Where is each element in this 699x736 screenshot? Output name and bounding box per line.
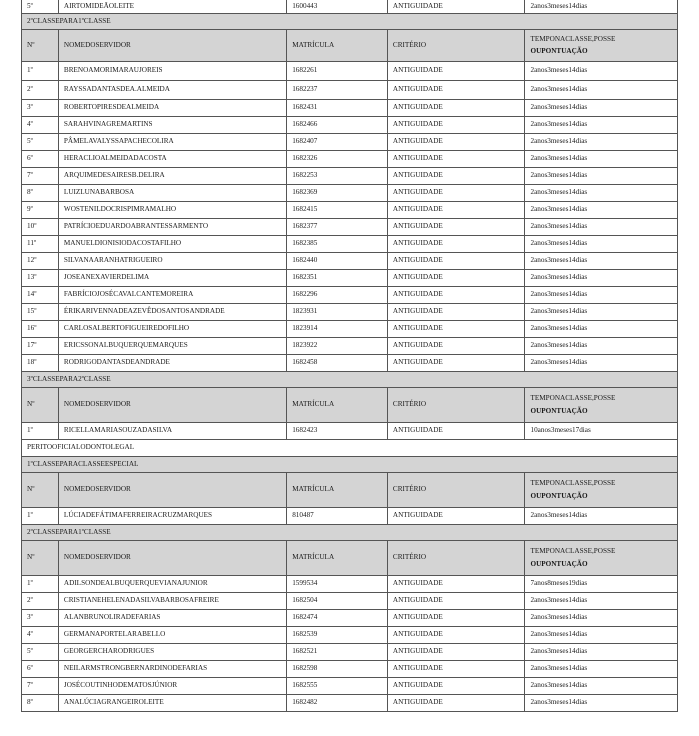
section-heading: PERITOOFICIALODONTOLEGAL xyxy=(21,440,678,457)
cell-criterio: ANTIGUIDADE xyxy=(388,219,526,235)
cell-criterio: ANTIGUIDADE xyxy=(388,168,526,184)
header-n: Nº xyxy=(22,388,59,422)
header-matricula: MATRÍCULA xyxy=(287,541,388,575)
cell-matricula: 1682351 xyxy=(287,270,388,286)
table-row xyxy=(21,661,678,678)
cell-criterio: ANTIGUIDADE xyxy=(388,610,526,626)
cell-nome: PATRÍCIOEDUARDOABRANTESSARMENTO xyxy=(59,219,287,235)
cell-tempo: 10anos3meses17dias xyxy=(530,426,591,435)
table-row xyxy=(21,270,678,287)
cell-nome: AIRTOMIDEÃOLEITE xyxy=(59,0,287,13)
table-row xyxy=(21,62,678,81)
table-row xyxy=(21,287,678,304)
cell-n: 4º xyxy=(22,627,59,643)
cell-tempo: 2anos3meses14dias xyxy=(530,154,588,163)
table-header-row xyxy=(21,541,678,576)
header-tempo-line2: OUPONTUAÇÃO xyxy=(530,491,588,500)
cell-n: 2º xyxy=(22,593,59,609)
table-row xyxy=(21,219,678,236)
cell-n: 7º xyxy=(22,168,59,184)
cell-n: 4º xyxy=(22,117,59,133)
cell-n: 1º xyxy=(22,62,59,80)
cell-tempo: 2anos3meses14dias xyxy=(530,681,588,690)
header-matricula: MATRÍCULA xyxy=(287,30,388,61)
cell-tempo: 2anos3meses14dias xyxy=(530,511,588,520)
header-tempo-line1: TEMPONACLASSE,POSSE xyxy=(530,547,616,556)
cell-nome: PÂMELAVALYSSAPACHECOLIRA xyxy=(59,134,287,150)
table-header-row xyxy=(21,30,678,62)
cell-nome: JOSÉCOUTINHODEMATOSJÚNIOR xyxy=(59,678,287,694)
cell-nome: NEILARMSTRONGBERNARDINODEFARIAS xyxy=(59,661,287,677)
cell-criterio: ANTIGUIDADE xyxy=(388,321,526,337)
cell-nome: SILVANAARANHATRIGUEIRO xyxy=(59,253,287,269)
table-row xyxy=(21,610,678,627)
cell-matricula: 1682407 xyxy=(287,134,388,150)
cell-nome: CRISTIANEHELENADASILVABARBOSAFREIRE xyxy=(59,593,287,609)
header-tempo xyxy=(525,541,677,575)
cell-tempo: 2anos3meses14dias xyxy=(530,596,588,605)
cell-tempo: 2anos3meses14dias xyxy=(530,85,588,94)
table-row xyxy=(21,338,678,355)
cell-tempo: 2anos3meses14dias xyxy=(530,273,588,282)
cell-matricula: 1682326 xyxy=(287,151,388,167)
section-heading: 1ºCLASSEPARACLASSEESPECIAL xyxy=(21,457,678,473)
cell-n: 9º xyxy=(22,202,59,218)
cell-n: 15º xyxy=(22,304,59,320)
cell-nome: WOSTENILDOCRISPIMRAMALHO xyxy=(59,202,287,218)
header-tempo-line1: TEMPONACLASSE,POSSE xyxy=(530,479,616,488)
cell-matricula: 1682482 xyxy=(287,695,388,711)
cell-n: 10º xyxy=(22,219,59,235)
cell-matricula: 1682423 xyxy=(287,423,388,439)
cell-matricula: 1682253 xyxy=(287,168,388,184)
header-n: Nº xyxy=(22,541,59,575)
cell-n: 5º xyxy=(22,644,59,660)
cell-n: 12º xyxy=(22,253,59,269)
header-n: Nº xyxy=(22,30,59,61)
cell-nome: CARLOSALBERTOFIGUEIREDOFILHO xyxy=(59,321,287,337)
cell-matricula: 1682296 xyxy=(287,287,388,303)
cell-n: 3º xyxy=(22,100,59,116)
cell-matricula: 1823922 xyxy=(287,338,388,354)
table-row xyxy=(21,134,678,151)
cell-criterio: ANTIGUIDADE xyxy=(388,644,526,660)
cell-n: 14º xyxy=(22,287,59,303)
cell-tempo: 2anos3meses14dias xyxy=(530,222,588,231)
cell-matricula: 1599534 xyxy=(287,576,388,592)
cell-tempo: 2anos3meses14dias xyxy=(530,647,588,656)
cell-n: 8º xyxy=(22,695,59,711)
cell-tempo: 2anos3meses14dias xyxy=(530,256,588,265)
cell-nome: ÉRIKARIVENNADEAZEVÊDOSANTOSANDRADE xyxy=(59,304,287,320)
cell-criterio: ANTIGUIDADE xyxy=(388,100,526,116)
cell-criterio: ANTIGUIDADE xyxy=(388,0,526,13)
cell-nome: ALANBRUNOLIRADEFARIAS xyxy=(59,610,287,626)
cell-matricula: 810487 xyxy=(287,508,388,524)
cell-tempo: 2anos3meses14dias xyxy=(530,66,588,75)
cell-n: 8º xyxy=(22,185,59,201)
cell-tempo: 2anos3meses14dias xyxy=(530,664,588,673)
cell-tempo: 2anos3meses14dias xyxy=(530,358,588,367)
header-criterio: CRITÉRIO xyxy=(388,388,526,422)
cell-tempo: 2anos3meses14dias xyxy=(530,1,588,10)
cell-n: 5º xyxy=(22,0,59,13)
cell-nome: ROBERTOPIRESDEALMEIDA xyxy=(59,100,287,116)
cell-matricula: 1682431 xyxy=(287,100,388,116)
cell-tempo: 2anos3meses14dias xyxy=(530,205,588,214)
header-tempo-line2: OUPONTUAÇÃO xyxy=(530,47,588,55)
cell-criterio: ANTIGUIDADE xyxy=(388,304,526,320)
cell-tempo: 2anos3meses14dias xyxy=(530,613,588,622)
cell-nome: ERICSSONALBUQUERQUEMARQUES xyxy=(59,338,287,354)
cell-matricula: 1682369 xyxy=(287,185,388,201)
cell-criterio: ANTIGUIDADE xyxy=(388,593,526,609)
cell-criterio: ANTIGUIDADE xyxy=(388,338,526,354)
cell-matricula: 1600443 xyxy=(287,0,388,13)
cell-tempo: 2anos3meses14dias xyxy=(530,171,588,180)
cell-nome: BRENOAMORIMARAUJOREIS xyxy=(59,62,287,80)
cell-tempo: 2anos3meses14dias xyxy=(530,307,588,316)
cell-criterio: ANTIGUIDADE xyxy=(388,423,526,439)
cell-n: 7º xyxy=(22,678,59,694)
cell-nome: ANALÚCIAGRANGEIROLEITE xyxy=(59,695,287,711)
header-tempo-line2: OUPONTUAÇÃO xyxy=(530,559,588,568)
cell-criterio: ANTIGUIDADE xyxy=(388,185,526,201)
cell-n: 1º xyxy=(22,576,59,592)
table-row xyxy=(21,593,678,610)
cell-criterio: ANTIGUIDADE xyxy=(388,236,526,252)
cell-criterio: ANTIGUIDADE xyxy=(388,627,526,643)
cell-nome: RODRIGODANTASDEANDRADE xyxy=(59,355,287,371)
cell-matricula: 1682474 xyxy=(287,610,388,626)
table-row xyxy=(21,236,678,253)
cell-criterio: ANTIGUIDADE xyxy=(388,134,526,150)
cell-matricula: 1682440 xyxy=(287,253,388,269)
section-heading: 3ºCLASSEPARA2ºCLASSE xyxy=(21,372,678,388)
table-row xyxy=(21,423,678,440)
cell-tempo: 7anos8meses19dias xyxy=(530,579,588,588)
cell-n: 3º xyxy=(22,610,59,626)
cell-matricula: 1682598 xyxy=(287,661,388,677)
cell-matricula: 1682377 xyxy=(287,219,388,235)
header-criterio: CRITÉRIO xyxy=(388,473,526,507)
cell-n: 13º xyxy=(22,270,59,286)
table-row xyxy=(21,627,678,644)
table-row xyxy=(21,695,678,712)
cell-matricula: 1682555 xyxy=(287,678,388,694)
header-criterio: CRITÉRIO xyxy=(388,541,526,575)
cell-n: 1º xyxy=(22,423,59,439)
cell-n: 1º xyxy=(22,508,59,524)
table-row xyxy=(21,508,678,525)
cell-matricula: 1682458 xyxy=(287,355,388,371)
header-tempo-line1: TEMPONACLASSE,POSSE xyxy=(530,394,616,403)
cell-nome: RAYSSADANTASDEA.ALMEIDA xyxy=(59,81,287,99)
cell-n: 18º xyxy=(22,355,59,371)
header-nome: NOMEDOSERVIDOR xyxy=(59,388,287,422)
cell-criterio: ANTIGUIDADE xyxy=(388,202,526,218)
cell-criterio: ANTIGUIDADE xyxy=(388,287,526,303)
cell-tempo: 2anos3meses14dias xyxy=(530,698,588,707)
table-row xyxy=(21,0,678,14)
cell-n: 17º xyxy=(22,338,59,354)
table-row xyxy=(21,576,678,593)
table-header-row xyxy=(21,388,678,423)
cell-nome: MANUELDIONISIODACOSTAFILHO xyxy=(59,236,287,252)
cell-criterio: ANTIGUIDADE xyxy=(388,151,526,167)
cell-matricula: 1682504 xyxy=(287,593,388,609)
cell-matricula: 1682466 xyxy=(287,117,388,133)
cell-nome: GERMANAPORTELARABELLO xyxy=(59,627,287,643)
header-nome: NOMEDOSERVIDOR xyxy=(59,30,287,61)
cell-matricula: 1682261 xyxy=(287,62,388,80)
cell-criterio: ANTIGUIDADE xyxy=(388,678,526,694)
cell-nome: JOSEANEXAVIERDELIMA xyxy=(59,270,287,286)
cell-n: 5º xyxy=(22,134,59,150)
table-header-row xyxy=(21,473,678,508)
cell-n: 16º xyxy=(22,321,59,337)
cell-criterio: ANTIGUIDADE xyxy=(388,576,526,592)
header-matricula: MATRÍCULA xyxy=(287,473,388,507)
cell-matricula: 1682385 xyxy=(287,236,388,252)
cell-tempo: 2anos3meses14dias xyxy=(530,239,588,248)
cell-nome: HERACLIOALMEIDADACOSTA xyxy=(59,151,287,167)
header-nome: NOMEDOSERVIDOR xyxy=(59,473,287,507)
table-row xyxy=(21,678,678,695)
cell-nome: SARAHVINAGREMARTINS xyxy=(59,117,287,133)
cell-nome: LÚCIADEFÁTIMAFERREIRACRUZMARQUES xyxy=(59,508,287,524)
cell-tempo: 2anos3meses14dias xyxy=(530,341,588,350)
cell-matricula: 1823931 xyxy=(287,304,388,320)
table-row xyxy=(21,321,678,338)
cell-matricula: 1682237 xyxy=(287,81,388,99)
cell-tempo: 2anos3meses14dias xyxy=(530,137,588,146)
header-matricula: MATRÍCULA xyxy=(287,388,388,422)
cell-nome: GEORGERCHARODRIGUES xyxy=(59,644,287,660)
header-tempo xyxy=(525,473,677,507)
header-criterio: CRITÉRIO xyxy=(388,30,526,61)
cell-matricula: 1823914 xyxy=(287,321,388,337)
header-tempo xyxy=(525,30,677,61)
header-tempo-line1: TEMPONACLASSE,POSSE xyxy=(530,34,616,43)
cell-n: 2º xyxy=(22,81,59,99)
cell-tempo: 2anos3meses14dias xyxy=(530,630,588,639)
cell-criterio: ANTIGUIDADE xyxy=(388,508,526,524)
section-heading: 2ºCLASSEPARA1ºCLASSE xyxy=(21,525,678,541)
table-row xyxy=(21,81,678,100)
table-row xyxy=(21,168,678,185)
table-row xyxy=(21,355,678,372)
table-row xyxy=(21,100,678,117)
cell-matricula: 1682539 xyxy=(287,627,388,643)
table-row xyxy=(21,253,678,270)
cell-criterio: ANTIGUIDADE xyxy=(388,355,526,371)
table-row xyxy=(21,117,678,134)
header-tempo xyxy=(525,388,677,422)
cell-n: 11º xyxy=(22,236,59,252)
cell-tempo: 2anos3meses14dias xyxy=(530,120,588,129)
cell-matricula: 1682521 xyxy=(287,644,388,660)
cell-nome: ARQUIMEDESAIRESB.DELIRA xyxy=(59,168,287,184)
table-row xyxy=(21,202,678,219)
document-table xyxy=(21,0,678,712)
table-row xyxy=(21,644,678,661)
cell-nome: ADILSONDEALBUQUERQUEVIANAJUNIOR xyxy=(59,576,287,592)
cell-matricula: 1682415 xyxy=(287,202,388,218)
cell-nome: LUIZLUNABARBOSA xyxy=(59,185,287,201)
cell-tempo: 2anos3meses14dias xyxy=(530,324,588,333)
table-row xyxy=(21,151,678,168)
cell-n: 6º xyxy=(22,151,59,167)
header-n: Nº xyxy=(22,473,59,507)
cell-criterio: ANTIGUIDADE xyxy=(388,695,526,711)
cell-tempo: 2anos3meses14dias xyxy=(530,103,588,112)
header-tempo-line2: OUPONTUAÇÃO xyxy=(530,406,588,415)
cell-criterio: ANTIGUIDADE xyxy=(388,62,526,80)
header-nome: NOMEDOSERVIDOR xyxy=(59,541,287,575)
table-row xyxy=(21,304,678,321)
cell-tempo: 2anos3meses14dias xyxy=(530,290,588,299)
table-row xyxy=(21,185,678,202)
cell-criterio: ANTIGUIDADE xyxy=(388,661,526,677)
section-heading: 2ºCLASSEPARA1ºCLASSE xyxy=(21,14,678,30)
cell-criterio: ANTIGUIDADE xyxy=(388,253,526,269)
cell-nome: RICELLAMARIASOUZADASILVA xyxy=(59,423,287,439)
cell-n: 6º xyxy=(22,661,59,677)
cell-criterio: ANTIGUIDADE xyxy=(388,81,526,99)
cell-criterio: ANTIGUIDADE xyxy=(388,270,526,286)
cell-nome: FABRÍCIOJOSÉCAVALCANTEMOREIRA xyxy=(59,287,287,303)
cell-tempo: 2anos3meses14dias xyxy=(530,188,588,197)
cell-criterio: ANTIGUIDADE xyxy=(388,117,526,133)
